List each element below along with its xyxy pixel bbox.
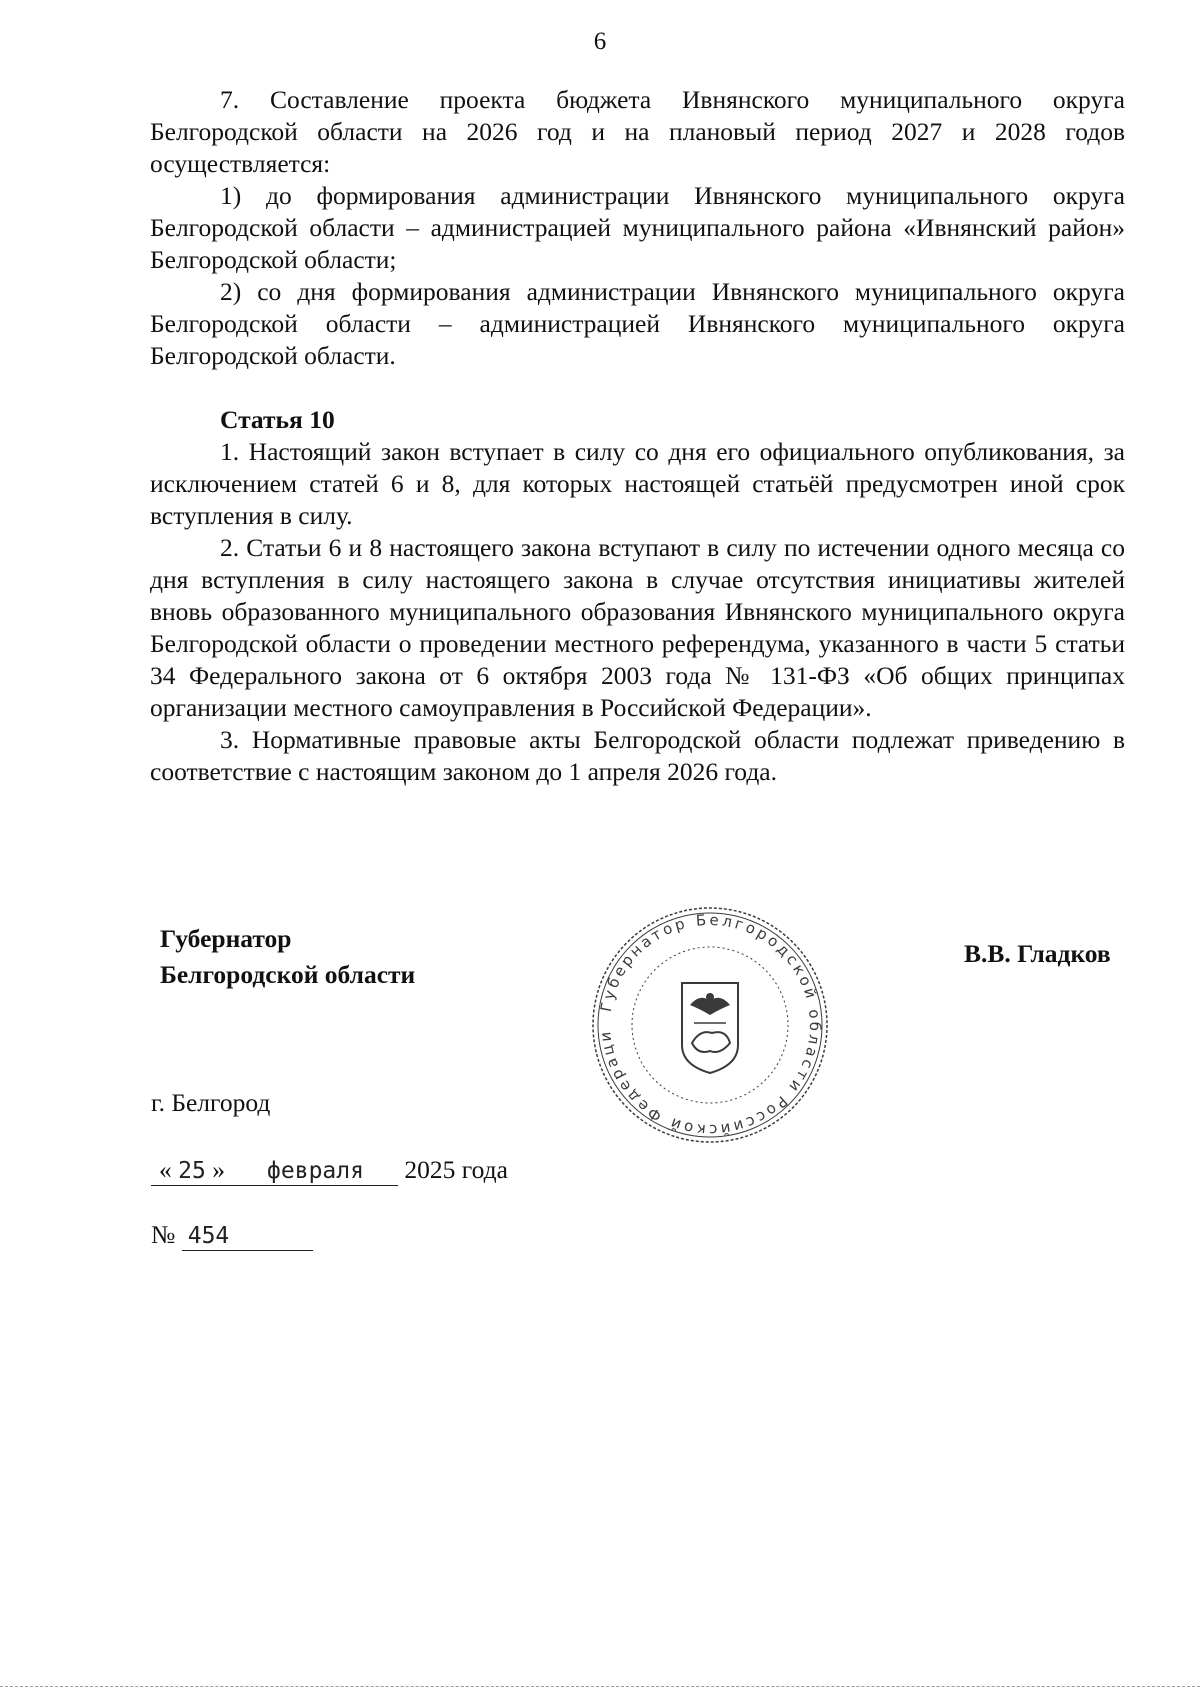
scan-edge-line xyxy=(0,1686,1200,1687)
document-number xyxy=(151,1220,313,1251)
signatory-title-line2: Белгородской области xyxy=(160,960,416,989)
signatory-title-line1: Губернатор xyxy=(160,924,292,953)
seal-text: Губернатор Белгородской области Российской Федераци xyxy=(595,910,825,1140)
document-body xyxy=(150,84,1125,788)
article9-item7-sub2: 2) со дня формирования администрации Ивнянского муниципального округа Белгородской области – администрацией Ивнянского муниципального округа Белгородской области. xyxy=(150,277,1125,370)
article9-item7: 7. Составление проекта бюджета Ивнянского муниципального округа Белгородской области на 2026 год и на плановый период 2027 и 2028 годов осуществляется: xyxy=(150,85,1125,178)
date-year: 2025 года xyxy=(404,1155,508,1184)
article10-item1: 1. Настоящий закон вступает в силу со дня его официального опубликования, за исключением статей 6 и 8, для которых настоящей статьёй предусмотрен иной срок вступления в силу. xyxy=(150,437,1125,530)
seal-graphic xyxy=(590,905,830,1145)
number-field xyxy=(182,1220,313,1251)
article10-item2: 2. Статьи 6 и 8 настоящего закона вступают в силу по истечении одного месяца со дня вступления в силу настоящего закона в случае отсутствия инициативы жителей вновь образованного муниципального образования Ивнянского муниципального округа Белгородской области о проведении местного референдума, указанного в части 5 статьи 34 Федерального закона от 6 октября 2003 года № 131-ФЗ «Об общих принципах организации местного самоуправления в Российской Федерации». xyxy=(150,533,1125,722)
number-value: 454 xyxy=(187,1223,230,1249)
svg-text:Губернатор Белгородской област xyxy=(590,905,824,1139)
article9-item7-sub1: 1) до формирования администрации Ивнянского муниципального округа Белгородской области – администрацией муниципального района «Ивнянский район» Белгородской области; xyxy=(150,181,1125,274)
coat-of-arms-icon xyxy=(682,983,738,1073)
place-of-signing: г. Белгород xyxy=(151,1088,271,1117)
date-day-field xyxy=(151,1155,233,1186)
date-month-field xyxy=(233,1155,398,1186)
signatory-title xyxy=(160,921,415,993)
date-close-quote: » xyxy=(212,1155,225,1184)
date-day: 25 xyxy=(178,1158,206,1184)
article10-item3: 3. Нормативные правовые акты Белгородской области подлежат приведению в соответствие с настоящим законом до 1 апреля 2026 года. xyxy=(150,725,1125,786)
signatory-name: В.В. Гладков xyxy=(964,939,1111,968)
article10-heading: Статья 10 xyxy=(220,405,335,434)
number-label: № xyxy=(151,1220,176,1249)
page-number: 6 xyxy=(593,28,607,55)
official-seal xyxy=(590,905,830,1145)
signing-date xyxy=(151,1155,508,1186)
date-open-quote: « xyxy=(159,1155,172,1184)
date-month: февраля xyxy=(267,1158,364,1184)
